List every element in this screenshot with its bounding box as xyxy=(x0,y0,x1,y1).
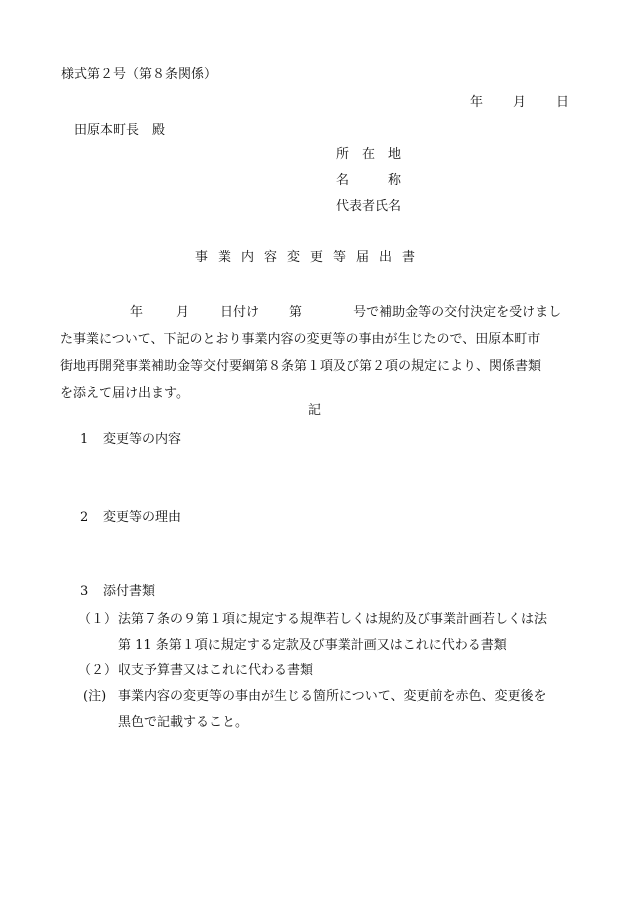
body-date-suffix: 日付け xyxy=(220,305,260,320)
body-line-1-rest: 号で補助金等の交付決定を受けまし xyxy=(353,305,562,320)
attachment-2-mark: （２） xyxy=(78,663,118,678)
date-year: 年 xyxy=(470,95,484,110)
attachment-1-mark: （１） xyxy=(78,612,118,627)
form-number: 様式第２号（第８条関係） xyxy=(61,67,218,82)
body-line-1 xyxy=(60,299,580,326)
note-mark: (注) xyxy=(83,689,107,704)
item-1-label: 変更等の内容 xyxy=(103,432,182,447)
item-1-number: 1 xyxy=(80,432,89,447)
body-paragraph xyxy=(60,299,580,407)
attachment-1-line-2: 第 11 条第１項に規定する定款及び事業計画又はこれに代わる書類 xyxy=(118,638,507,653)
item-3-label: 添付書類 xyxy=(103,584,156,599)
item-2-label: 変更等の理由 xyxy=(103,510,182,525)
body-year: 年 xyxy=(130,305,144,320)
body-number-prefix: 第 xyxy=(289,305,303,320)
body-line-4: を添えて届け出ます。 xyxy=(60,386,189,401)
applicant-representative: 代表者氏名 xyxy=(336,199,402,214)
body-line-2: た事業について、下記のとおり事業内容の変更等の事由が生じたので、田原本町市 xyxy=(60,332,541,347)
attachment-2-text: 収支予算書又はこれに代わる書類 xyxy=(118,663,314,678)
applicant-name: 名 称 xyxy=(336,173,402,188)
body-line-3: 街地再開発事業補助金等交付要綱第８条第１項及び第２項の規定により、関係書類 xyxy=(60,359,542,374)
date-month: 月 xyxy=(513,95,527,110)
ki-marker: 記 xyxy=(308,403,322,418)
attachment-1-line-1: 法第７条の９第１項に規定する規準若しくは規約及び事業計画若しくは法 xyxy=(118,612,548,627)
note-line-2: 黒色で記載すること。 xyxy=(118,715,249,730)
page-title: 事業内容変更等届出書 xyxy=(195,250,426,265)
addressee: 田原本町長 殿 xyxy=(74,123,166,138)
item-3-number: 3 xyxy=(80,584,89,599)
body-month: 月 xyxy=(176,305,190,320)
note-line-1: 事業内容の変更等の事由が生じる箇所について、変更前を赤色、変更後を xyxy=(118,689,547,704)
applicant-location: 所 在 地 xyxy=(336,147,402,162)
date-day: 日 xyxy=(556,95,570,110)
item-2-number: 2 xyxy=(80,510,89,525)
